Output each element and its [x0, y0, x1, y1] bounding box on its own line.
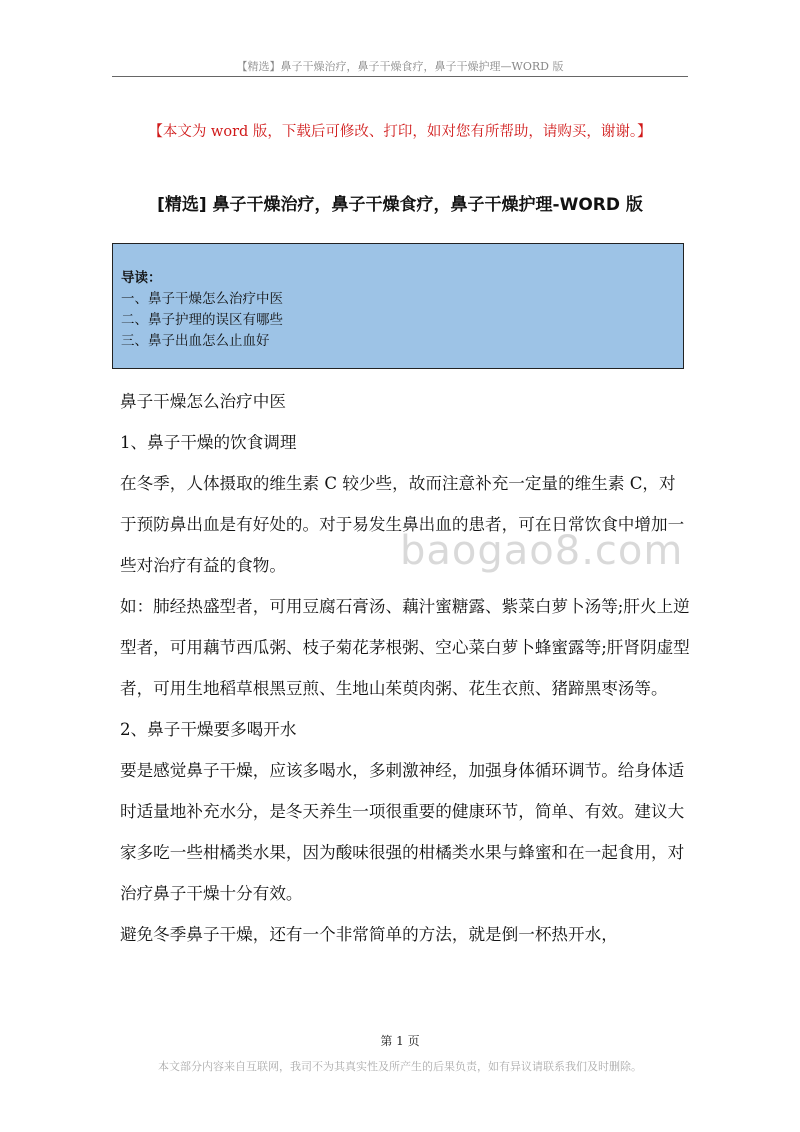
page-header: 【精选】鼻子干燥治疗，鼻子干燥食疗，鼻子干燥护理—WORD 版: [112, 58, 688, 77]
guide-box: [112, 243, 684, 369]
purchase-notice: 【本文为 word 版，下载后可修改、打印，如对您有所帮助，请购买，谢谢。】: [148, 124, 652, 140]
guide-item: 一、鼻子干燥怎么治疗中医: [121, 291, 283, 307]
subheading: 1、鼻子干燥的饮食调理: [120, 433, 297, 452]
guide-item: 二、鼻子护理的误区有哪些: [121, 312, 283, 328]
guide-item: 三、鼻子出血怎么止血好: [121, 333, 270, 349]
paragraph: 在冬季，人体摄取的维生素 C 较少些，故而注意补充一定量的维生素 C，对于预防鼻出血是有好处的。对于易发生鼻出血的患者，可在日常饮食中增加一些对治疗有益的食物。: [120, 474, 685, 575]
guide-heading: 导读：: [121, 270, 162, 286]
subheading: 2、鼻子干燥要多喝开水: [120, 720, 297, 739]
page-footer: 本文部分内容来自互联网，我司不为其真实性及所产生的后果负责，如有异议请联系我们及时删除。: [158, 1060, 642, 1073]
paragraph: 避免冬季鼻子干燥，还有一个非常简单的方法，就是倒一杯热开水，: [120, 925, 618, 944]
document-title: [精选] 鼻子干燥治疗，鼻子干燥食疗，鼻子干燥护理-WORD 版: [157, 195, 643, 215]
watermark: baogao8.com: [400, 528, 684, 574]
page-number: 第 1 页: [380, 1034, 420, 1048]
article-body: [120, 381, 690, 955]
section-title: 鼻子干燥怎么治疗中医: [120, 392, 286, 411]
paragraph: 要是感觉鼻子干燥，应该多喝水，多刺激神经，加强身体循环调节。给身体适时适量地补充水分，是冬天养生一项很重要的健康环节，简单、有效。建议大家多吃一些柑橘类水果，因为酸味很强的柑橘类水果与蜂蜜和在一起食用，对治疗鼻子干燥十分有效。: [120, 761, 685, 903]
paragraph: 如：肺经热盛型者，可用豆腐石膏汤、藕汁蜜糖露、紫菜白萝卜汤等;肝火上逆型者，可用藕节西瓜粥、枝子菊花茅根粥、空心菜白萝卜蜂蜜露等;肝肾阴虚型者，可用生地稻草根黑豆煎、生地山茱萸肉粥、花生衣煎、猪蹄黑枣汤等。: [120, 597, 690, 698]
